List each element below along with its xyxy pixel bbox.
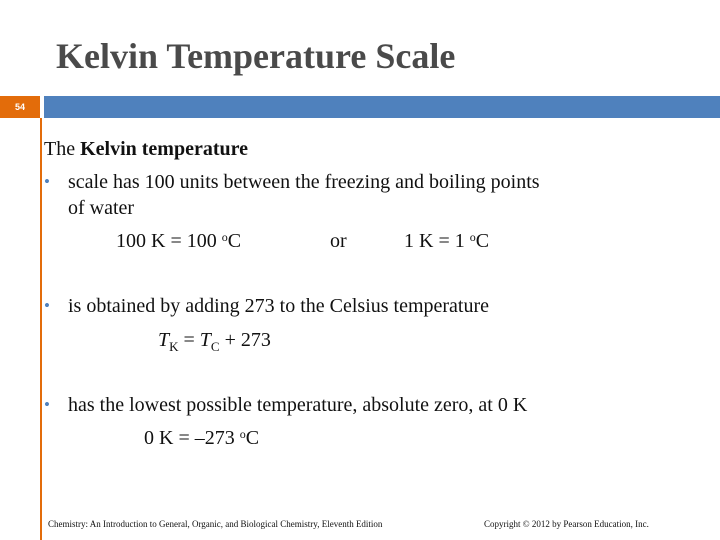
equation-tk: [158, 329, 271, 354]
intro-prefix: The: [44, 138, 81, 160]
bullet-icon: •: [44, 296, 50, 315]
bullet-2-text: is obtained by adding 273 to the Celsius temperature: [68, 295, 490, 317]
degree-symbol: o: [239, 427, 246, 441]
var-t: T: [158, 329, 170, 351]
equation-100k-left: 100 K = 100: [116, 230, 222, 252]
bullet-1-line-1: scale has 100 units between the freezing and boiling points: [68, 171, 540, 193]
eq-equals: =: [178, 329, 200, 351]
footer-source: Chemistry: An Introduction to General, Organic, and Biological Chemistry, Eleventh Edition: [48, 519, 383, 529]
bullet-1-line-2: of water: [68, 197, 135, 219]
bullet-icon: •: [44, 395, 50, 414]
unit-celsius: C: [227, 230, 242, 252]
equation-1k: [404, 231, 489, 251]
eq-plus-273: + 273: [219, 329, 271, 351]
unit-celsius: C: [245, 427, 260, 449]
degree-symbol: o: [469, 230, 476, 244]
unit-celsius: C: [475, 230, 490, 252]
equation-or: or: [330, 230, 347, 252]
left-divider: [40, 118, 42, 540]
intro-line: [44, 139, 248, 159]
sub-k: K: [169, 339, 179, 354]
sub-c: C: [210, 339, 220, 354]
footer-copyright: Copyright © 2012 by Pearson Education, Inc.: [484, 519, 649, 529]
slide-title: Kelvin Temperature Scale: [56, 36, 456, 76]
bullet-3-text: has the lowest possible temperature, absolute zero, at 0 K: [68, 394, 528, 416]
var-t: T: [199, 329, 211, 351]
header-bar: [44, 96, 720, 118]
equation-1k-left: 1 K = 1: [404, 230, 470, 252]
equation-0k-left: 0 K = –273: [144, 427, 240, 449]
bullet-icon: •: [44, 172, 50, 191]
slide-number: 54: [0, 96, 40, 118]
equation-100k: [116, 231, 241, 251]
degree-symbol: o: [221, 230, 228, 244]
intro-bold: Kelvin temperature: [80, 138, 249, 160]
equation-0k: [144, 428, 259, 448]
